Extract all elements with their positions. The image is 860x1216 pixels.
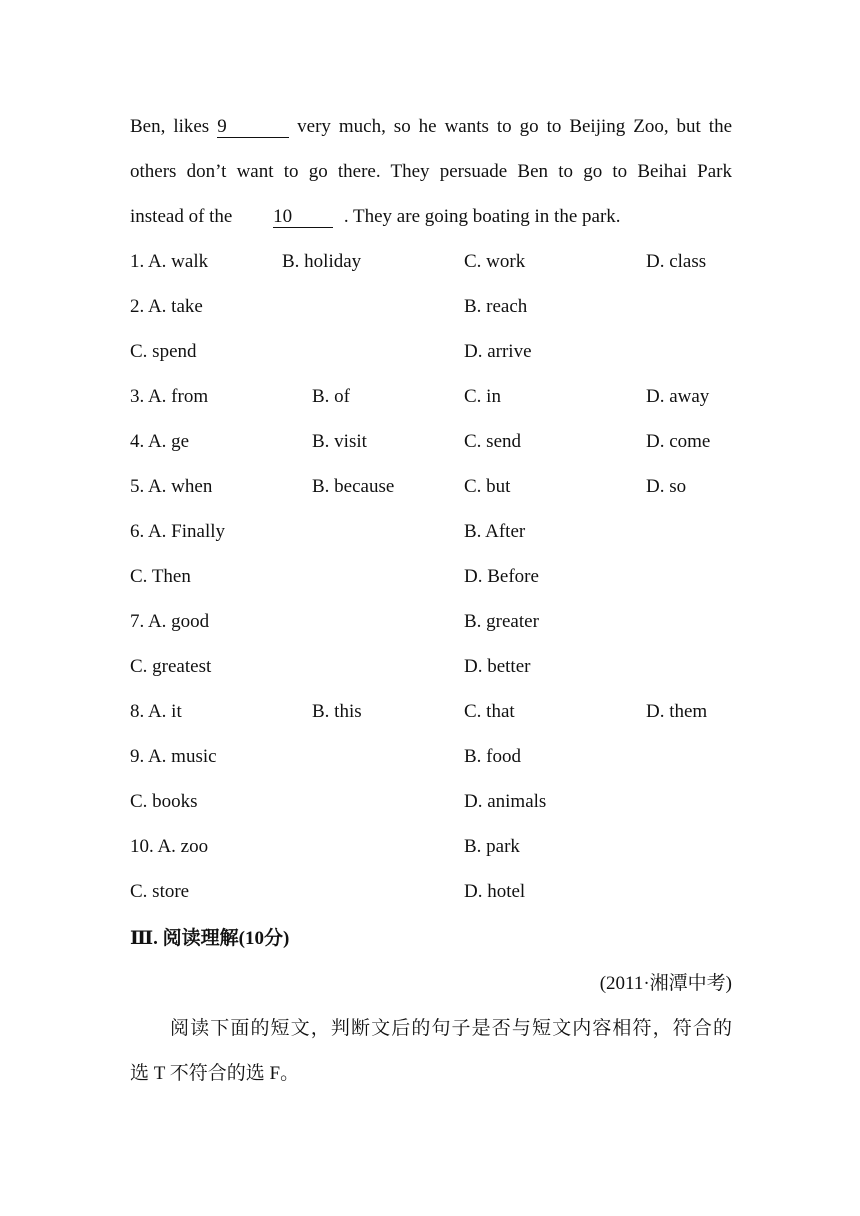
passage-text: instead of the [130, 206, 233, 227]
passage-line-3 [130, 205, 732, 229]
option-q7: 7. A. good [130, 611, 210, 632]
answer-blank-10: 10 [273, 207, 333, 228]
option-q7: C. greatest [130, 656, 212, 677]
answer-blank-9: 9 [217, 117, 289, 138]
option-q5: C. but [464, 476, 511, 497]
option-q6: D. Before [464, 566, 539, 587]
option-q5: D. so [646, 476, 687, 497]
option-q7: D. better [464, 656, 531, 677]
option-q8: 8. A. it [130, 701, 182, 722]
option-q3: B. of [312, 386, 350, 407]
option-q2: D. arrive [464, 341, 532, 362]
option-q4: C. send [464, 431, 521, 452]
option-q10: C. store [130, 881, 190, 902]
option-q2: C. spend [130, 341, 197, 362]
option-q10: B. park [464, 836, 520, 857]
option-q6: 6. A. Finally [130, 521, 226, 542]
passage-text: . They are going boating in the park. [343, 206, 621, 227]
instruction-line-1: 阅读下面的短文，判断文后的句子是否与短文内容相符，符合的 [170, 1018, 732, 1039]
passage-line-1 [130, 115, 732, 139]
option-q4: 4. A. ge [130, 431, 190, 452]
option-q1: 1. A. walk [130, 251, 209, 272]
option-q5: 5. A. when [130, 476, 213, 497]
option-q4: B. visit [312, 431, 367, 452]
option-q9: 9. A. music [130, 746, 217, 767]
option-q9: D. animals [464, 791, 547, 812]
option-q9: B. food [464, 746, 521, 767]
option-q10: D. hotel [464, 881, 526, 902]
passage-text: very much, so he wants to go to Beijing Zoo, but the [297, 116, 732, 137]
passage-line-2: others don’t want to go there. They persuade Ben to go to Beihai Park [130, 161, 732, 182]
instruction-line-2: 选 T 不符合的选 F。 [130, 1063, 300, 1084]
option-q2: 2. A. take [130, 296, 203, 317]
option-q1: D. class [646, 251, 707, 272]
option-q3: 3. A. from [130, 386, 209, 407]
option-q9: C. books [130, 791, 198, 812]
source-note: (2011·湘潭中考) [599, 973, 732, 994]
option-q3: C. in [464, 386, 501, 407]
option-q7: B. greater [464, 611, 539, 632]
option-q8: C. that [464, 701, 515, 722]
option-q1: C. work [464, 251, 526, 272]
section-heading: Ⅲ. 阅读理解(10分) [130, 928, 290, 949]
option-q1: B. holiday [282, 251, 362, 272]
option-q6: C. Then [130, 566, 191, 587]
option-q3: D. away [646, 386, 710, 407]
option-q6: B. After [464, 521, 526, 542]
option-q5: B. because [312, 476, 395, 497]
option-q4: D. come [646, 431, 711, 452]
option-q2: B. reach [464, 296, 528, 317]
option-q10: 10. A. zoo [130, 836, 209, 857]
option-q8: B. this [312, 701, 362, 722]
passage-text: Ben, likes [130, 116, 210, 137]
option-q8: D. them [646, 701, 708, 722]
